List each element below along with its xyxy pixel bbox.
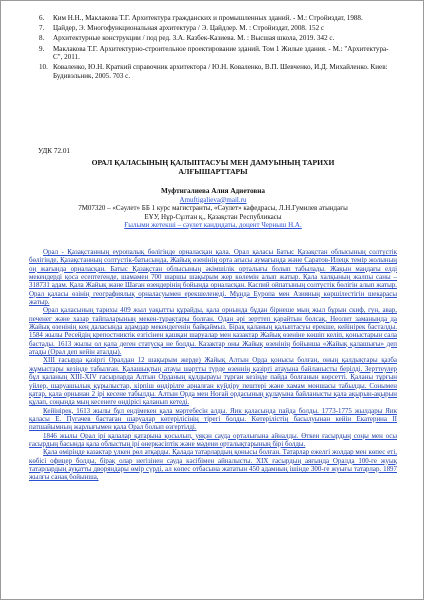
author-block xyxy=(41,187,385,230)
author-name: Муфтигалиева Алия Адиетовна xyxy=(161,187,265,195)
reference-item xyxy=(39,14,395,23)
udk-code: УДК 72.01 xyxy=(38,147,71,155)
reference-text: Архитектурные конструкции / под ред. З.А. Казбек-Казиева. М. : Высшая школа, 2019. 342 с. xyxy=(53,34,335,43)
reference-list xyxy=(39,14,395,82)
author-affiliation-line: ЕҰУ, Нұр-Сұлтан қ., Қазақстан Республикасы xyxy=(144,212,282,221)
reference-number: 6. xyxy=(39,14,45,22)
reference-item xyxy=(39,34,395,43)
supervisor-line: Ғылыми жетекші – сәулет кандидаты, доцент Черныш Н.А. xyxy=(124,221,302,229)
reference-number: 8. xyxy=(39,34,45,43)
reference-number: 7. xyxy=(39,24,45,33)
body-paragraph: Орал қаласының тарихы 409 жыл уақытты құрайды, қала орнында бұдан бірнеше мың жыл бұрын скиф, гун, авар, печенег және хазар тайпаларының мекен-тұрақтары болған. Одан әрі зерттеп қарайтын болсақ, Неолит заманында да Жайық өзенінің кең даласында адамдар мекендегенін байқаймыз. Бірақ қаланың қалыптасуы ерекше, кейінірек басталды. 1584 жылы Ресейдің крепостниктік езгісінен қашқан шаруалар мен казактар Жайық өзеніне көшіп келіп, қоныстарын сала бастады. 1613 жылы ол қала деген статусқа не болды. Казактар оны Жайық өзенінің бойынша «Жайық қалашығы» деп атады (Орал деп кейін аталды). xyxy=(29,306,397,357)
author-affiliation-line: 7М07320 – «Сәулет» ББ 1 курс магистранты, «Сәулет» кафедрасы, Л.Н.Гумилев атындағы xyxy=(78,204,348,212)
reference-item xyxy=(39,24,395,33)
reference-text: Ким Н.Н., Маклакова Т.Г. Архитектура гражданских и промышленных зданий. - М.: Стройиздат, 1988. xyxy=(53,14,363,22)
body-paragraph: Орал - Қазақстанның еуропалық бөлігінде орналасқан қала. Орал қаласы Батыс Қазақстан облысының солтүстік бөлігінде, Қазақстанның солтүстік-батысында, Жайық өзенінің орта ағысы аумағында және Саратов-Илецк темір жолының оң жағында орналасқан. Батыс Қазақстан облысының әкімшілік орталығы болып табылады. Жақын маңдағы елді мекендерді қоса есептегенде, шамамен 700 шаршы шақырым жер көлемін алып жатыр. Қала халқының жалпы саны – 318731 адам. Қала Жайық және Шаған өзендерінің бойында орналасқан. Каспий ойпатының солтүстік бөлігін алып жатыр. Орал қаласы өзінің географиялық орналасуымен ерекшеленеді. Мұнда Еуропа мен Азияның көршілестігін шекарасы жатыр. xyxy=(29,248,397,307)
body-paragraph: Кейінірек, 1613 жылы бұл ендімекен қала мәртебесін алды. Яик қаласында пайда болды. 1773-1775 жылдары Яик қаласы Е. Пугачев бастаған шаруалар көтерілісінің тірегі болды. Көтерілістің басылуынан кейін Екатерина II патшайымның жарлығымен қала Орал болып өзгертілді. xyxy=(29,406,397,432)
reference-text: Маклакова Т.Г. Архитектурно-строительное проектирование зданий. Том 1 Жилые здания. - М.: "Архитектура-С", 2011. xyxy=(53,44,389,62)
reference-item xyxy=(39,45,395,62)
article-body xyxy=(29,248,397,482)
author-email-link[interactable]: Amuftigalieva@mail.ru xyxy=(179,195,247,204)
reference-number: 10. xyxy=(39,63,48,72)
reference-number: 9. xyxy=(39,44,45,53)
reference-item xyxy=(39,63,395,80)
body-paragraph: 1846 жылы Орал ірі қалалар қатарына қосылып, уяқзн сауда орталығына айналды. Өткен ғасырдың соңы мен осы ғасырдың басында қала облыстың ірі өнеркәсіптік және мәдени орталықтарының бірі болды. xyxy=(29,431,397,448)
body-paragraph: Қала өмірінде казактар үлкен рөл атқарды. Қалада татарлардың қонысы болған. Татарлар ежелгі жолдар мен көпес еті, көбісі офицер болды, бірақ олар негізінен сауда кәсібімен айналысты. XIX ғасырдың аяғында Оралда 100-ге жуық татарлардың ауқатты дворяндары өмір сүрді, ал көпес отбасына жататын 450 адамның ішінде 300-ге жуығы татарлар. 1897 жылғы санақ бойынша, xyxy=(29,448,397,482)
body-paragraph: XIII ғасырда қазіргі Оралдан 12 шақырым жерде) Жайық Алтын Орда қонысы болған, оның қалдықтары қазба жұмыстары кезінде табылған. Қалашықтың атауы шартты түрде өзеннің қазіргі атауына байланысты берілді. Зерттеулер бұл қаланың XIII-XIV ғасырларда Алтын Орданың құлдырауы тұрған кезінде пайда болғанын көрсетті. Қаланы тұрғын үйлер, шаруашылық құрылыстар, кірпіш өндірілге арналған күйдіру пештері және хамам моншасы табылды. Сонымен қатар, қала орнынан 2 ірі кесене табылды. Алтын Орда мен Ноғай ордасының құлауына байланысты қала ақырын-ақырын құлап, соңында мың кесенеге өндірісі қаланып кетеді. xyxy=(29,356,397,407)
reference-text: Цайдер, Э. Многофункциональная архитектура / Э. Цайдлер. М. : Стройиздат, 2008. 152 с xyxy=(53,24,325,33)
article-title: ОРАЛ ҚАЛАСЫНЫҢ ҚАЛЫПТАСУЫ МЕН ДАМУЫНЫҢ ТАРИХИ АЛҒЫШАРТТАРЫ xyxy=(91,158,335,176)
reference-text: Коваленко, Ю.Н. Краткий справочник архитектора / Ю.Н. Коваленко, В.П. Шевченко, И.Д. Михайленко. Киев: Будивэльник, 2005. 703 с. xyxy=(53,63,388,80)
